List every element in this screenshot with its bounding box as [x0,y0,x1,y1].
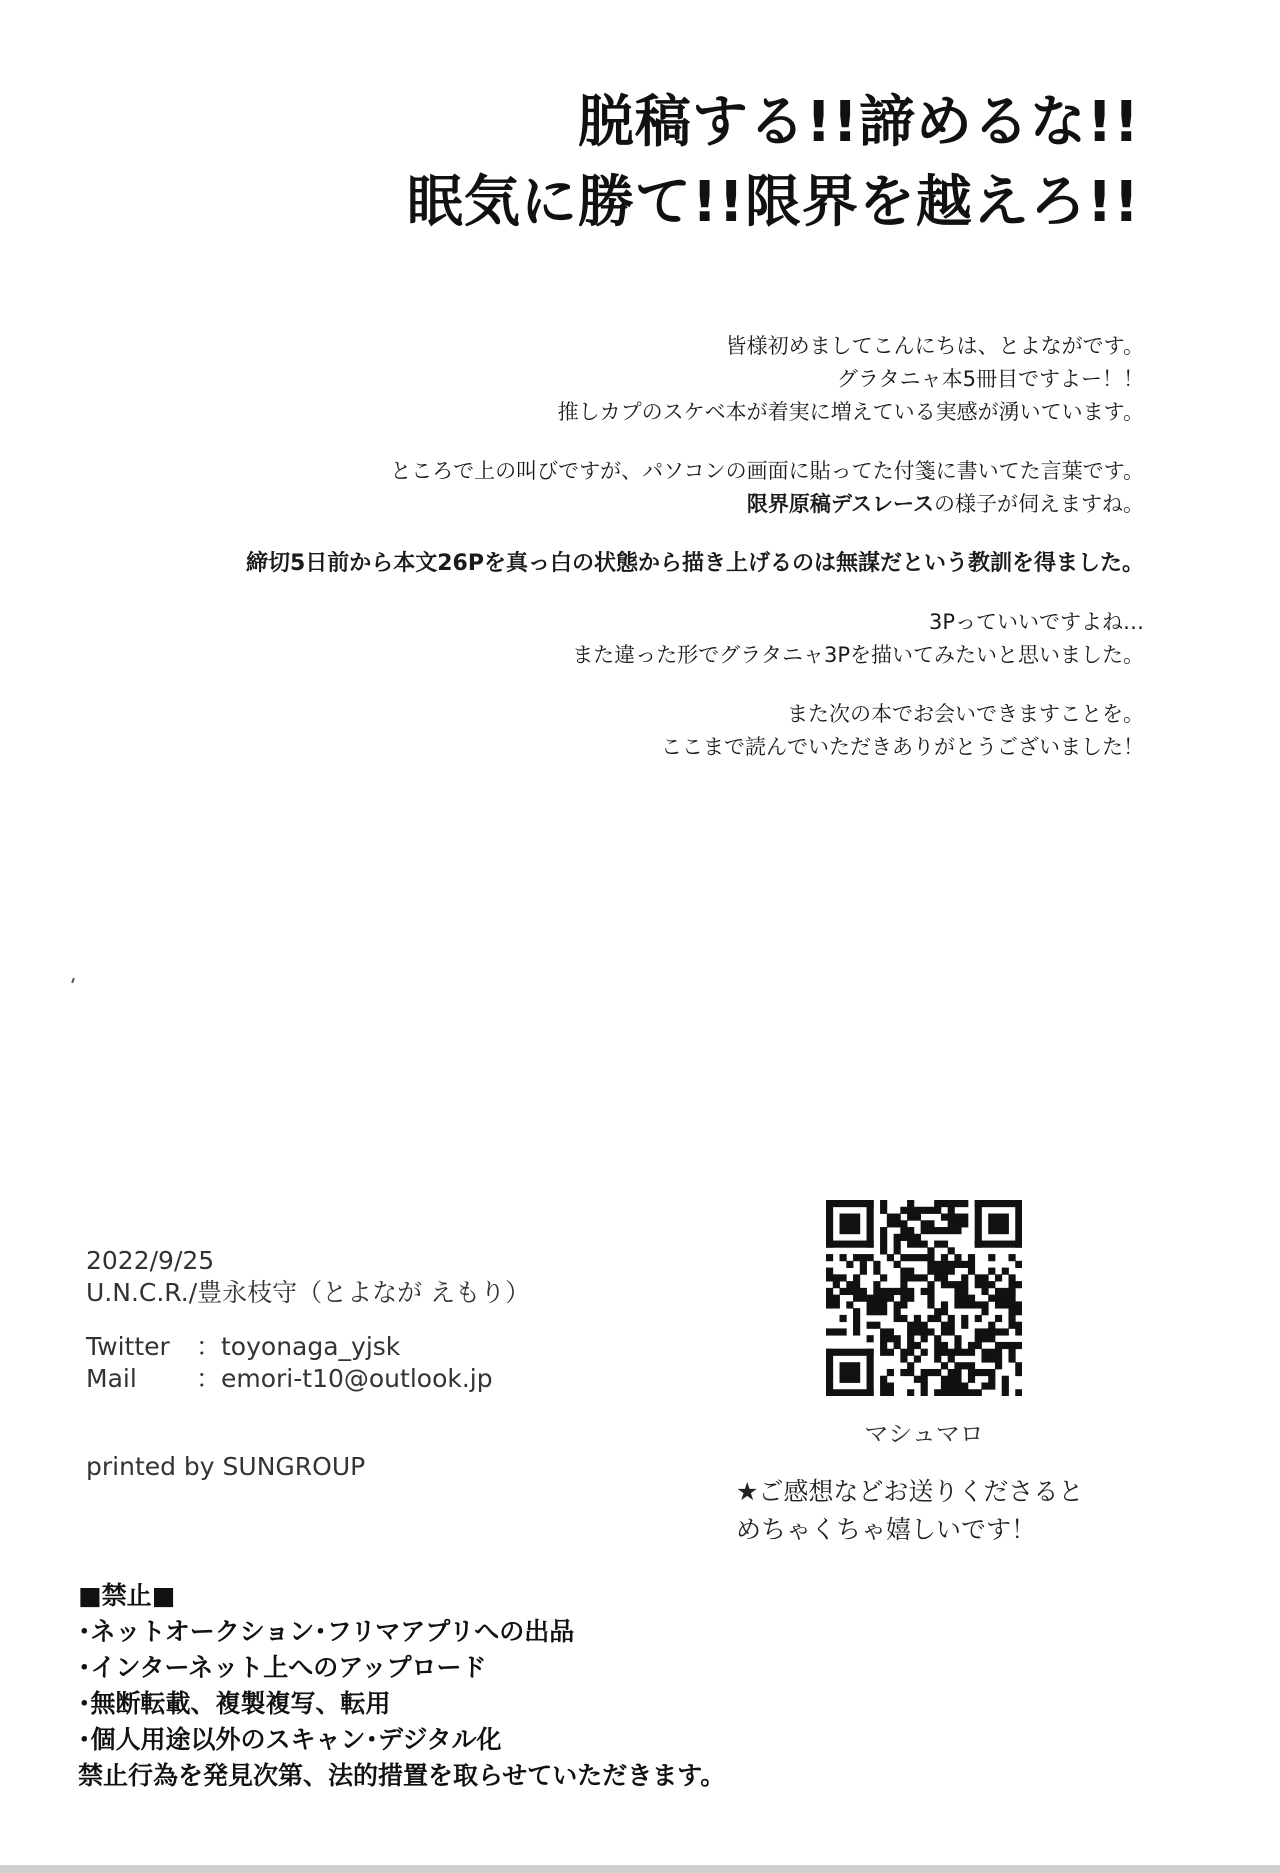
message-line: また次の本でお会いできますことを。 [787,702,1144,726]
bold-message-line: 締切5日前から本文26Pを真っ白の状態から描き上げるのは無謀だという教訓を得ました。 [245,551,1144,576]
message-line: 3Pっていいですよね… [928,610,1144,634]
feedback-request [736,1473,1083,1549]
publish-date: 2022/9/25 [86,1246,215,1275]
message-line: また違った形でグラタニャ3Pを描いてみたいと思いました。 [572,643,1144,667]
colophon [86,1245,530,1395]
prohibit-item: ･個人用途以外のスキャン･デジタル化 [78,1725,502,1754]
printer-credit: printed by SUNGROUP [86,1452,366,1481]
message-line: ところで上の叫びですが、パソコンの画面に貼ってた付箋に書いてた言葉です。 [390,459,1144,483]
message-line: ここまで読んでいただきありがとうございました！ [661,735,1144,759]
request-line: めちゃくちゃ嬉しいです！ [736,1515,1037,1544]
message-line [246,488,1144,521]
legal-notice: 禁止行為を発見次第、法的措置を取らせていただきます。 [78,1761,726,1790]
scan-edge [0,1865,1280,1873]
afterword-message [246,330,1144,764]
qr-caption: マシュマロ [864,1420,984,1448]
prohibit-item: ･インターネット上へのアップロード [78,1653,487,1682]
request-line: ★ご感想などお送りくださると [736,1477,1084,1506]
mail-line [86,1363,530,1395]
message-line: グラタニャ本5冊目ですよー！！ [836,367,1144,391]
mail-label: Mail [86,1364,137,1393]
twitter-label: Twitter [86,1332,170,1361]
emphasis-text: 限界原稿デスレース [746,492,934,516]
prohibit-title: ■禁止■ [78,1581,176,1610]
headline-line-1: 脱稿する!!諦めるな!! [577,90,1140,155]
prohibited-actions [78,1578,725,1794]
mail-address: ：emori-t10@outlook.jp [196,1364,493,1393]
prohibit-item: ･無断転載、複製複写、転用 [78,1689,391,1718]
headline [406,90,1140,235]
scan-speck [71,978,75,983]
message-line: 推しカプのスケベ本が着実に増えている実感が湧いています。 [557,400,1144,424]
message-text: の様子が伺えますね。 [934,492,1144,516]
author-line: U.N.C.R./豊永枝守（とよなが えもり） [86,1278,531,1307]
prohibit-item: ･ネットオークション･フリマアプリへの出品 [78,1617,575,1646]
qr-code-graphic [826,1200,1022,1396]
twitter-handle: ：toyonaga_yjsk [196,1332,401,1361]
headline-line-2: 眠気に勝て!!限界を越えろ!! [406,170,1140,235]
qr-code [826,1200,1022,1396]
twitter-line [86,1331,530,1363]
message-line: 皆様初めましてこんにちは、とよながです。 [725,334,1144,358]
